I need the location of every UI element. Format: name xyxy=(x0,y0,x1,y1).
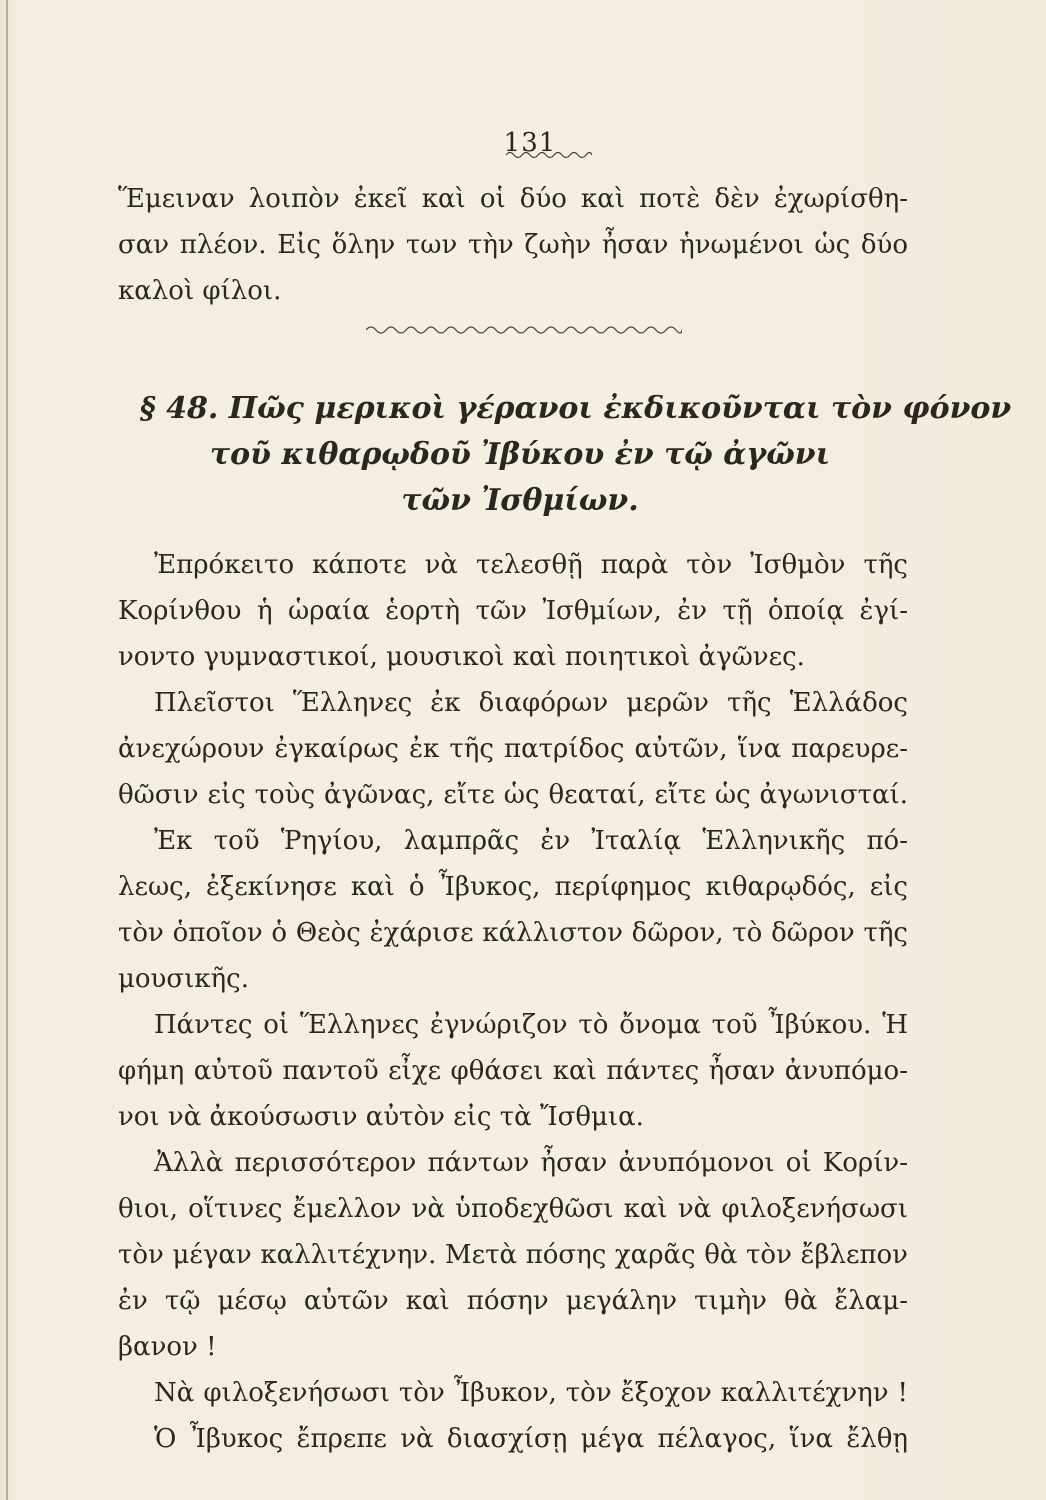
body-text xyxy=(118,542,908,1462)
paragraph xyxy=(118,1140,908,1370)
text-line: βανον ! xyxy=(118,1332,217,1362)
text-line: θιοι, οἵτινες ἔμελλον νὰ ὑποδεχθῶσι καὶ νὰ φιλοξενήσωσι xyxy=(118,1194,908,1224)
paragraph xyxy=(118,542,908,680)
text-line: Ὁ Ἶβυκος ἔπρεπε νὰ διασχίσῃ μέγα πέλαγος, ἵνα ἔλθῃ xyxy=(154,1424,908,1454)
section-heading-line: τῶν Ἰσθμίων. xyxy=(401,483,639,518)
text-line: ἐν τῷ μέσῳ αὐτῶν καὶ πόσην μεγάλην τιμὴν θὰ ἔλαμ- xyxy=(118,1286,908,1316)
text-line: νοντο γυμναστικοί, μουσικοὶ καὶ ποιητικοὶ ἀγῶνες. xyxy=(118,642,805,672)
text-line: Πλεῖστοι Ἕλληνες ἐκ διαφόρων μερῶν τῆς Ἑλλάδος xyxy=(154,688,908,718)
text-line: Πάντες οἱ Ἕλληνες ἐγνώριζον τὸ ὄνομα τοῦ Ἶβύκου. Ἡ xyxy=(154,1010,908,1040)
paragraph xyxy=(118,1416,908,1462)
text-line: Ἐκ τοῦ Ῥηγίου, λαμπρᾶς ἐν Ἰταλίᾳ Ἑλληνικῆς πό- xyxy=(154,826,908,856)
page-number-ornament xyxy=(506,150,592,160)
text-line: τὸν μέγαν καλλιτέχνην. Μετὰ πόσης χαρᾶς θὰ τὸν ἔβλεπον xyxy=(118,1240,908,1270)
text-line: νοι νὰ ἀκούσωσιν αὐτὸν εἰς τὰ Ἴσθμια. xyxy=(118,1102,644,1132)
section-heading xyxy=(140,386,1012,524)
text-line: καλοὶ φίλοι. xyxy=(118,276,282,306)
text-line: φήμη αὐτοῦ παντοῦ εἶχε φθάσει καὶ πάντες ἦσαν ἀνυπόμο- xyxy=(118,1056,908,1086)
page-edge-shadow xyxy=(6,0,8,1500)
text-line: Ἐπρόκειτο κάποτε νὰ τελεσθῇ παρὰ τὸν Ἰσθμὸν τῆς xyxy=(154,550,908,580)
text-line: Κορίνθου ἡ ὡραία ἑορτὴ τῶν Ἰσθμίων, ἐν τῇ ὁποίᾳ ἐγί- xyxy=(118,596,908,626)
text-line: τὸν ὁποῖον ὁ Θεὸς ἐχάρισε κάλλιστον δῶρον, τὸ δῶρον τῆς xyxy=(118,918,908,948)
text-line: σαν πλέον. Εἰς ὅλην των τὴν ζωὴν ἦσαν ἡνωμένοι ὡς δύο xyxy=(118,230,908,260)
paragraph xyxy=(118,1002,908,1140)
paragraph xyxy=(118,680,908,818)
text-line: θῶσιν εἰς τοὺς ἀγῶνας, εἴτε ὡς θεαταί, εἴτε ὡς ἀγωνισταί. xyxy=(118,780,908,810)
text-line: ἀνεχώρουν ἐγκαίρως ἐκ τῆς πατρίδος αὐτῶν, ἵνα παρευρε- xyxy=(118,734,908,764)
text-line: Νὰ φιλοξενήσωσι τὸν Ἶβυκον, τὸν ἔξοχον καλλιτέχνην ! xyxy=(154,1378,908,1408)
text-line: Ἀλλὰ περισσότερον πάντων ἦσαν ἀνυπόμονοι οἱ Κορίν- xyxy=(154,1148,908,1178)
text-line: μουσικῆς. xyxy=(118,964,249,994)
intro-paragraph xyxy=(118,176,908,314)
text-line: Ἕμειναν λοιπὸν ἐκεῖ καὶ οἱ δύο καὶ ποτὲ δὲν ἐχωρίσθη- xyxy=(118,184,908,214)
section-heading-line: τοῦ κιθαρῳδοῦ Ἰβύκου ἐν τῷ ἀγῶνι xyxy=(209,437,831,472)
page-number: 131 xyxy=(503,128,557,158)
paragraph xyxy=(118,1370,908,1416)
section-heading-line: § 48. Πῶς μερικοὶ γέρανοι ἐκδικοῦνται τὸν φόνον xyxy=(140,391,1012,426)
section-divider-ornament xyxy=(366,324,682,336)
text-line: λεως, ἐξεκίνησε καὶ ὁ Ἶβυκος, περίφημος κιθαρῳδός, εἰς xyxy=(118,872,908,902)
paragraph xyxy=(118,818,908,1002)
